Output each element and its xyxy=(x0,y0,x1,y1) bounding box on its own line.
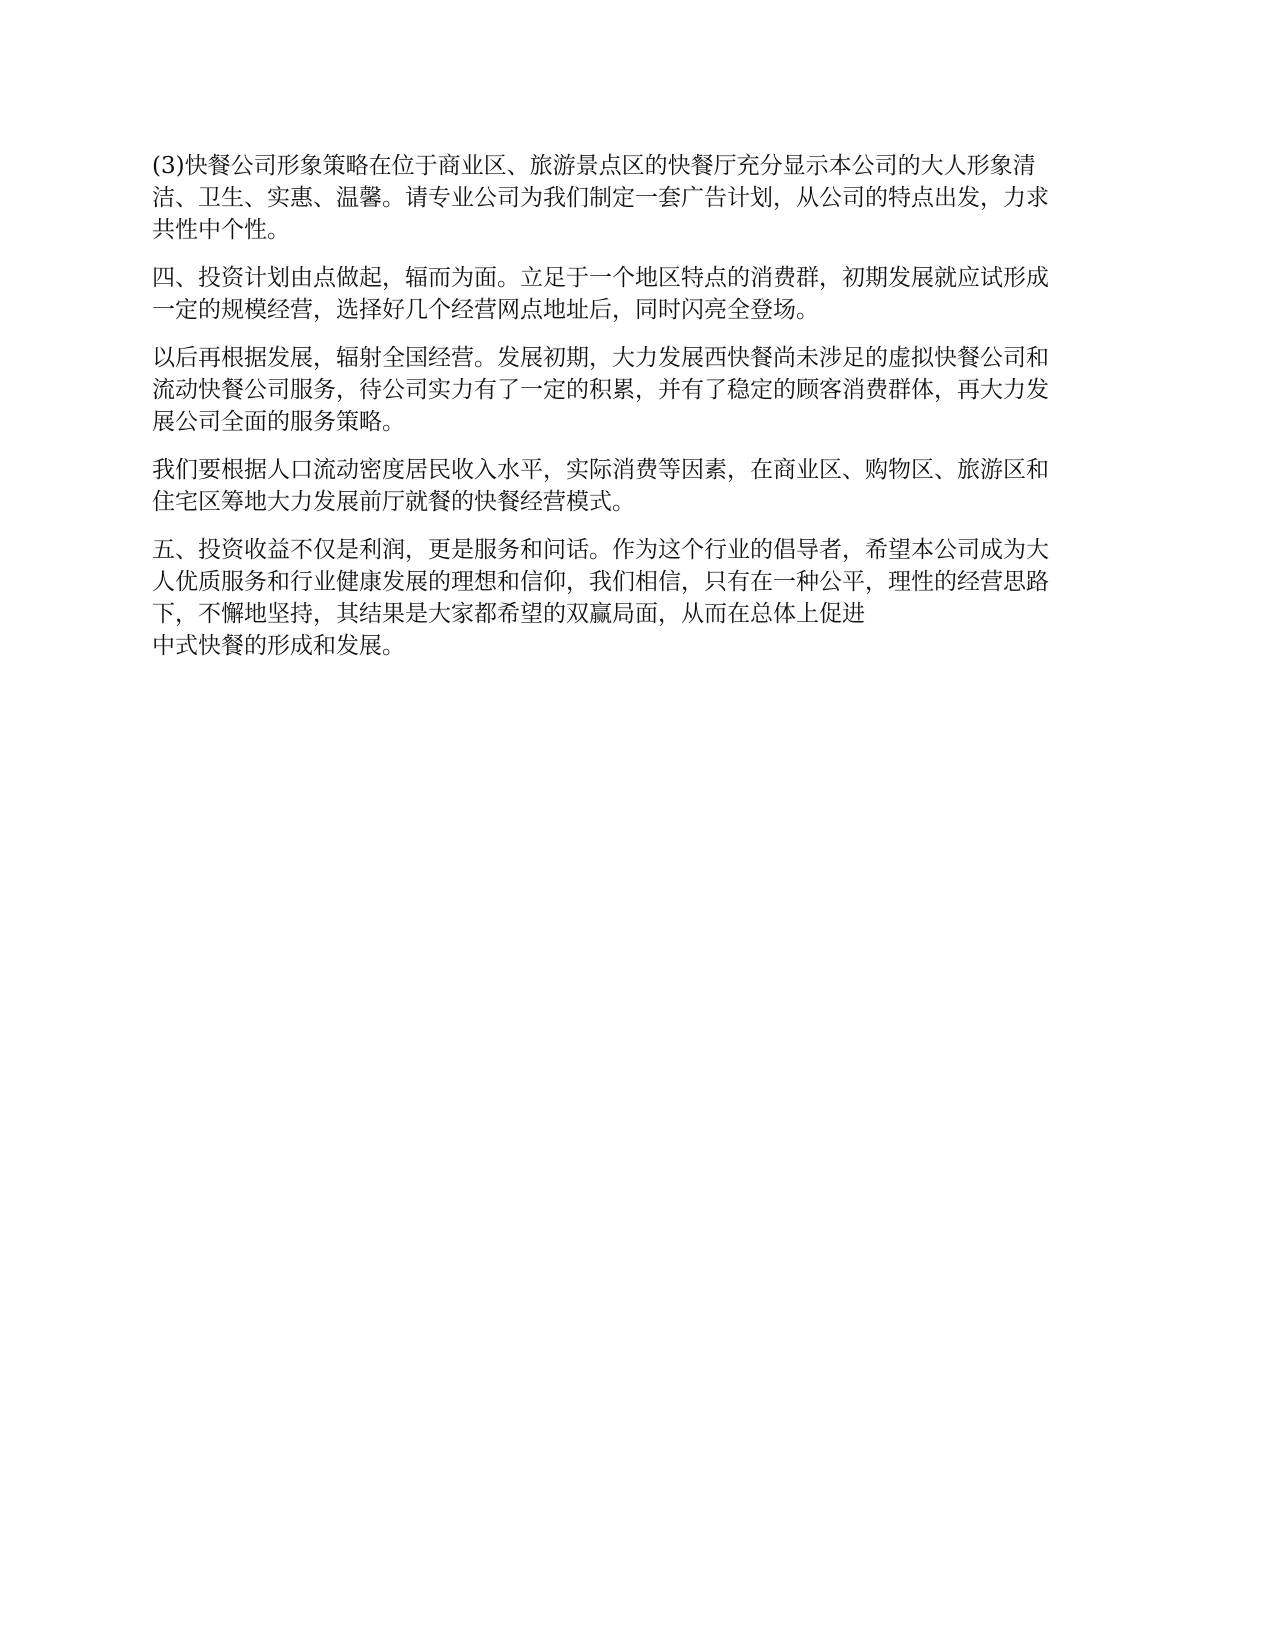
text-line: 中式快餐的形成和发展。 xyxy=(152,633,405,659)
text-line: 我们要根据人口流动密度居民收入水平，实际消费等因素，在商业区、购物区、旅游区和 xyxy=(152,457,1049,483)
text-line: 展公司全面的服务策略。 xyxy=(152,409,405,435)
paragraph-investment-return xyxy=(152,534,1132,662)
text-line: 下，不懈地坚持，其结果是大家都希望的双赢局面，从而在总体上促进 xyxy=(152,601,865,627)
text-line: (3)快餐公司形象策略在位于商业区、旅游景点区的快餐厅充分显示本公司的大人形象清 xyxy=(152,153,1036,179)
text-line: 四、投资计划由点做起，辐而为面。立足于一个地区特点的消费群，初期发展就应试形成 xyxy=(152,265,1049,291)
text-line: 共性中个性。 xyxy=(152,217,290,243)
text-line: 一定的规模经营，选择好几个经营网点地址后，同时闪亮全登场。 xyxy=(152,297,819,323)
document-body xyxy=(152,150,1132,678)
text-line: 五、投资收益不仅是利润，更是服务和问话。作为这个行业的倡导者，希望本公司成为大 xyxy=(152,537,1049,563)
text-line: 洁、卫生、实惠、温馨。请专业公司为我们制定一套广告计划，从公司的特点出发，力求 xyxy=(152,185,1049,211)
paragraph-investment-plan xyxy=(152,262,1132,326)
paragraph-image-strategy xyxy=(152,150,1132,246)
text-line: 住宅区筹地大力发展前厅就餐的快餐经营模式。 xyxy=(152,489,635,515)
paragraph-business-model xyxy=(152,454,1132,518)
text-line: 流动快餐公司服务，待公司实力有了一定的积累，并有了稳定的顾客消费群体，再大力发 xyxy=(152,377,1049,403)
text-line: 以后再根据发展，辐射全国经营。发展初期，大力发展西快餐尚未涉足的虚拟快餐公司和 xyxy=(152,345,1049,371)
text-line: 人优质服务和行业健康发展的理想和信仰，我们相信，只有在一种公平，理性的经营思路 xyxy=(152,569,1049,595)
paragraph-development xyxy=(152,342,1132,438)
